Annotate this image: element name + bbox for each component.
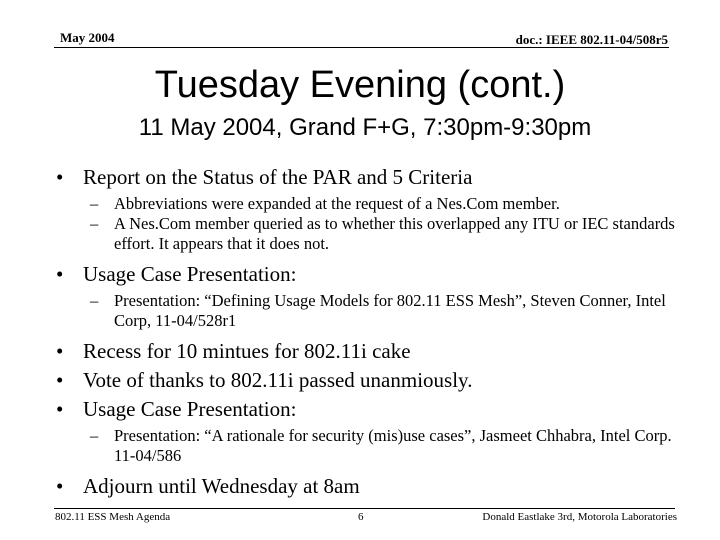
footer-rule	[54, 508, 675, 509]
bullet-glyph: •	[56, 368, 64, 392]
dash-glyph: –	[90, 194, 99, 213]
bullet-glyph: •	[56, 397, 64, 421]
dash-glyph: –	[90, 291, 99, 310]
dash-glyph: –	[90, 426, 99, 445]
bullet-text: Usage Case Presentation:	[83, 397, 297, 421]
bullet-glyph: •	[56, 339, 64, 363]
sub-bullet-text: Presentation: “A rationale for security (mis)use cases”, Jasmeet Chhabra, Intel Corp. 11-04/586	[114, 426, 672, 465]
bullet-text: Report on the Status of the PAR and 5 Criteria	[83, 165, 473, 189]
bullet-glyph: •	[56, 474, 64, 498]
bullet-text: Recess for 10 mintues for 802.11i cake	[83, 339, 411, 363]
bullet-text: Usage Case Presentation:	[83, 262, 297, 286]
sub-bullet-item	[56, 214, 696, 254]
bullet-text: Vote of thanks to 802.11i passed unanmiously.	[83, 368, 473, 392]
bullet-item	[56, 395, 696, 424]
footer-author: Donald Eastlake 3rd, Motorola Laboratories	[482, 511, 677, 523]
bullet-item	[56, 472, 696, 501]
slide-subtitle: 11 May 2004, Grand F+G, 7:30pm-9:30pm	[138, 114, 592, 141]
slide-title: Tuesday Evening (cont.)	[154, 64, 566, 106]
sub-bullet-item	[56, 194, 696, 214]
bullet-item	[56, 260, 696, 289]
dash-glyph: –	[90, 214, 99, 233]
footer-title: 802.11 ESS Mesh Agenda	[55, 511, 171, 523]
bullet-item	[56, 337, 696, 366]
header-doc-id: doc.: IEEE 802.11-04/508r5	[515, 32, 668, 47]
bullet-item	[56, 163, 696, 192]
bullet-list	[56, 163, 696, 501]
bullet-item	[56, 366, 696, 395]
header-rule	[54, 47, 669, 48]
sub-bullet-item	[56, 426, 696, 466]
sub-bullet-text: A Nes.Com member queried as to whether this overlapped any ITU or IEC standards effort. It appears that it does not.	[114, 214, 675, 253]
header-date: May 2004	[60, 30, 115, 45]
sub-bullet-text: Presentation: “Defining Usage Models for 802.11 ESS Mesh”, Steven Conner, Intel Corp, 11-04/528r1	[114, 291, 666, 330]
sub-bullet-item	[56, 291, 696, 331]
bullet-glyph: •	[56, 262, 64, 286]
bullet-text: Adjourn until Wednesday at 8am	[83, 474, 360, 498]
sub-bullet-text: Abbreviations were expanded at the request of a Nes.Com member.	[114, 194, 560, 213]
bullet-glyph: •	[56, 165, 64, 189]
page-number: 6	[358, 511, 364, 523]
